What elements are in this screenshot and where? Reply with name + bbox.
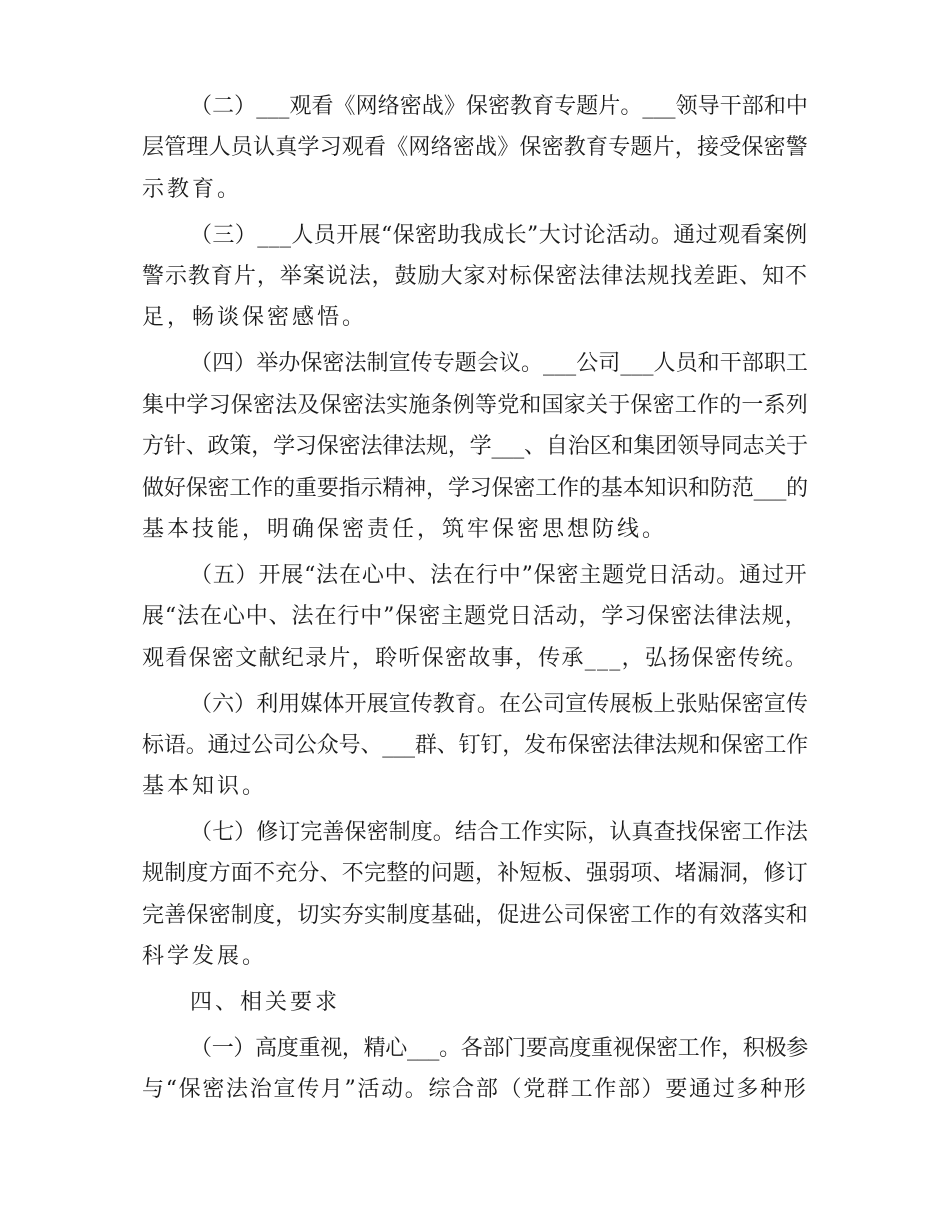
text-line: 与“保密法治宣传月”活动。综合部（党群工作部）要通过多种形 — [142, 1077, 808, 1102]
text-line: （四）举办保密法制宣传专题会议。___公司___人员和干部职工 — [190, 351, 809, 376]
text-line: 示教育。 — [142, 177, 243, 202]
text-line: （二）___观看《网络密战》保密教育专题片。___领导干部和中 — [190, 94, 809, 119]
text-line: （七）修订完善保密制度。结合工作实际，认真查找保密工作法 — [190, 820, 809, 845]
text-line: 完善保密制度，切实夯实制度基础，促进公司保密工作的有效落实和 — [142, 903, 809, 928]
text-line: （一）高度重视，精心___。各部门要高度重视保密工作，积极参 — [190, 1036, 809, 1061]
text-line: 基本知识。 — [142, 774, 268, 799]
text-line: 科学发展。 — [142, 944, 268, 969]
text-line: （五）开展“法在心中、法在行中”保密主题党日活动。通过开 — [190, 563, 808, 588]
text-line: 集中学习保密法及保密法实施条例等党和国家关于保密工作的一系列 — [142, 393, 809, 418]
text-line: 警示教育片，举案说法，鼓励大家对标保密法律法规找差距、知不 — [142, 264, 809, 289]
text-line: （六）利用媒体开展宣传教育。在公司宣传展板上张贴保密宣传 — [190, 692, 809, 717]
text-line: （三）___人员开展“保密助我成长”大讨论活动。通过观看案例 — [190, 223, 808, 248]
text-line: 足，畅谈保密感悟。 — [142, 305, 368, 330]
text-line: 层管理人员认真学习观看《网络密战》保密教育专题片，接受保密警 — [142, 135, 809, 160]
text-line: 规制度方面不充分、不完整的问题，补短板、强弱项、堵漏洞，修订 — [142, 861, 809, 886]
text-line: 基本技能，明确保密责任，筑牢保密思想防线。 — [142, 517, 668, 542]
text-line: 方针、政策，学习保密法律法规，学___、自治区和集团领导同志关于 — [142, 434, 809, 459]
text-line: 标语。通过公司公众号、___群、钉钉，发布保密法律法规和保密工作 — [142, 733, 809, 758]
section-heading: 四、相关要求 — [190, 990, 341, 1015]
text-line: 做好保密工作的重要指示精神，学习保密工作的基本知识和防范___的 — [142, 476, 809, 501]
text-line: 展“法在心中、法在行中”保密主题党日活动，学习保密法律法规， — [142, 604, 808, 629]
text-line: 观看保密文献纪录片，聆听保密故事，传承___，弘扬保密传统。 — [142, 646, 809, 671]
